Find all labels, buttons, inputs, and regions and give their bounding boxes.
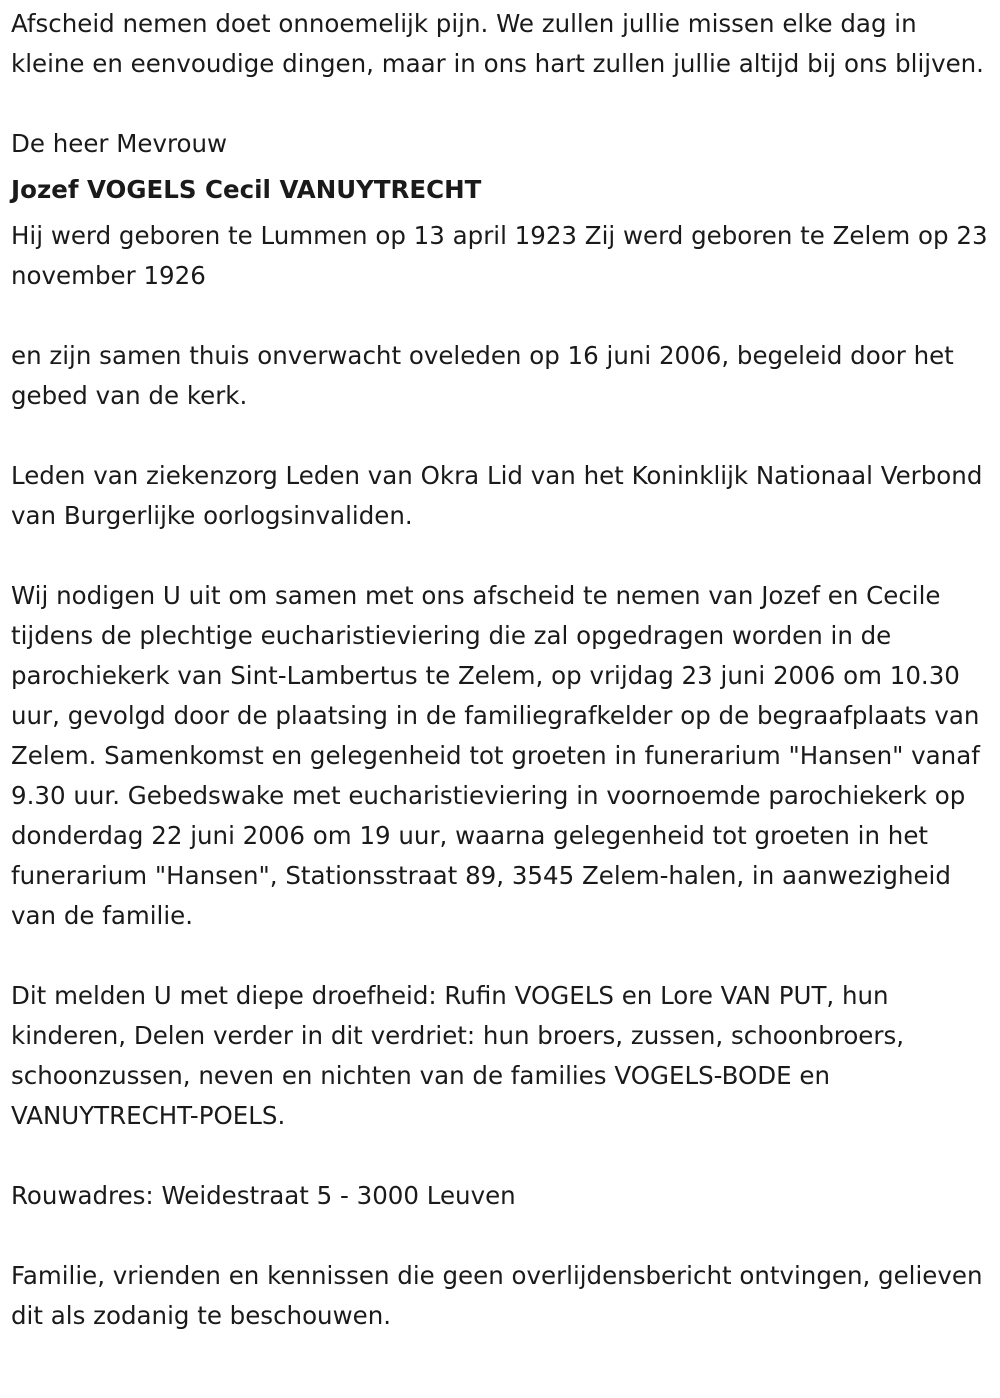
intro-paragraph: Afscheid nemen doet onnoemelijk pijn. We zullen jullie missen elke dag in kleine en eenvoudige dingen, maar in ons hart zullen jullie altijd bij ons blijven. [11,9,984,78]
address-line: Rouwadres: Weidestraat 5 - 3000 Leuven [11,1181,516,1210]
death-paragraph: en zijn samen thuis onverwacht oveleden op 16 juni 2006, begeleid door het gebed van de kerk. [11,341,954,410]
spacer [11,1216,995,1256]
deceased-names: Jozef VOGELS Cecil VANUYTRECHT [11,175,482,204]
titles-line: De heer Mevrouw [11,129,228,158]
spacer [11,296,995,336]
obituary-document [11,4,995,1336]
spacer [11,536,995,576]
memberships-paragraph: Leden van ziekenzorg Leden van Okra Lid van het Koninklijk Nationaal Verbond van Burgerlijke oorlogsinvaliden. [11,461,983,530]
spacer [11,936,995,976]
family-paragraph: Dit melden U met diepe droefheid: Rufin VOGELS en Lore VAN PUT, hun kinderen, Delen verder in dit verdriet: hun broers, zussen, schoonbroers, schoonzussen, neven en nichten van de families VOGELS-BODE en VANUYTRECHT-POELS. [11,981,905,1130]
ceremony-paragraph: Wij nodigen U uit om samen met ons afscheid te nemen van Jozef en Cecile tijdens de plechtige eucharistieviering die zal opgedragen worden in de parochiekerk van Sint-Lambertus te Zelem, op vrijdag 23 juni 2006 om 10.30 uur, gevolgd door de plaatsing in de familiegrafkelder op de begraafplaats van Zelem. Samenkomst en gelegenheid tot groeten in funerarium "Hansen" vanaf 9.30 uur. Gebedswake met eucharistieviering in voornoemde parochiekerk op donderdag 22 juni 2006 om 19 uur, waarna gelegenheid tot groeten in het funerarium "Hansen", Stationsstraat 89, 3545 Zelem-halen, in aanwezigheid van de familie. [11,581,980,930]
spacer [11,84,995,124]
spacer [11,1136,995,1176]
closing-paragraph: Familie, vrienden en kennissen die geen overlijdensbericht ontvingen, gelieven dit als zodanig te beschouwen. [11,1261,983,1330]
spacer [11,416,995,456]
births-paragraph: Hij werd geboren te Lummen op 13 april 1923 Zij werd geboren te Zelem op 23 november 1926 [11,221,988,290]
